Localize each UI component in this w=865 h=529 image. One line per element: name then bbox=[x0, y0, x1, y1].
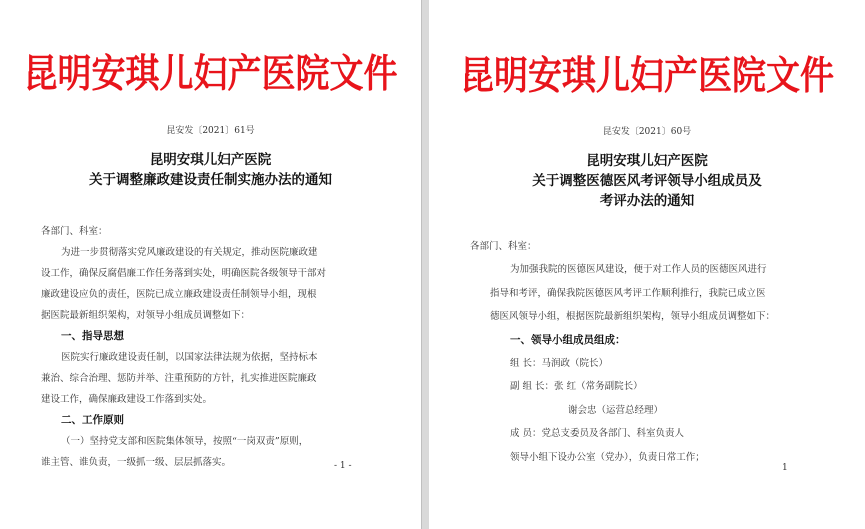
member-row bbox=[490, 375, 847, 398]
document-body bbox=[41, 221, 395, 473]
member-role: 组 长： bbox=[510, 358, 542, 370]
section-heading: 一、指导思想 bbox=[61, 330, 124, 342]
paragraph-line: 建设工作，确保廉政建设工作落到实处。 bbox=[41, 394, 213, 405]
document-title bbox=[429, 151, 865, 211]
red-header-title: 昆明安琪儿妇产医院文件 bbox=[460, 53, 834, 100]
document-number: 昆安发〔2021〕60号 bbox=[602, 127, 692, 137]
paragraph-line: 兼治、综合治理、惩防并举、注重预防的方针，扎实推进医院廉政 bbox=[41, 373, 317, 384]
member-role: 副 组 长： bbox=[510, 381, 555, 393]
paragraph-line: 为进一步贯彻落实党风廉政建设的有关规定，推动医院廉政建 bbox=[61, 247, 318, 258]
document-number: 昆安发〔2021〕61号 bbox=[166, 126, 255, 136]
paragraph-line: 德医风领导小组，根据医院最新组织架构，领导小组成员调整如下： bbox=[490, 311, 776, 323]
page-number: 1 bbox=[782, 463, 788, 473]
salutation: 各部门、科室： bbox=[470, 241, 537, 252]
member-row bbox=[490, 422, 847, 445]
paragraph-line: 指导和考评，确保我院医德医风考评工作顺利推行，我院已成立医 bbox=[490, 287, 766, 299]
title-line: 关于调整廉政建设责任制实施办法的通知 bbox=[89, 172, 332, 188]
section-heading: 一、领导小组成员组成： bbox=[510, 333, 626, 346]
paragraph-line: 为加强我院的医德医风建设，便于对工作人员的医德医风进行 bbox=[510, 264, 767, 276]
paragraph-line: 谁主管、谁负责，一级抓一级、层层抓落实。 bbox=[41, 457, 232, 468]
document-page-left bbox=[0, 0, 421, 529]
member-name: 谢会忠（运营总经理） bbox=[568, 404, 664, 416]
document-page-right bbox=[429, 0, 865, 529]
page-number: - 1 - bbox=[334, 461, 352, 471]
paragraph-line: （一）坚持党支部和医院集体领导，按照“一岗双责”原则， bbox=[61, 436, 309, 447]
title-line: 昆明安琪儿妇产医院 bbox=[149, 152, 272, 168]
title-line: 昆明安琪儿妇产医院 bbox=[586, 153, 708, 169]
document-body bbox=[470, 235, 847, 469]
member-name: 党总支委员及各部门、科室负责人 bbox=[541, 428, 685, 440]
salutation: 各部门、科室： bbox=[41, 226, 108, 237]
paragraph-line: 医院实行廉政建设责任制，以国家法律法规为依据，坚持标本 bbox=[61, 352, 318, 363]
document-title bbox=[0, 150, 421, 190]
member-role: 成 员： bbox=[510, 428, 542, 440]
member-row bbox=[490, 352, 847, 375]
title-line: 考评办法的通知 bbox=[599, 193, 695, 209]
member-name: 马润政（院长） bbox=[541, 358, 609, 370]
paragraph-line: 领导小组下设办公室（党办），负责日常工作； bbox=[510, 451, 705, 463]
section-heading: 二、工作原则 bbox=[61, 414, 124, 426]
paragraph-line: 据医院最新组织架构，对领导小组成员调整如下： bbox=[41, 310, 251, 321]
red-header-title: 昆明安琪儿妇产医院文件 bbox=[23, 51, 398, 98]
paragraph-line: 廉政建设应负的责任，医院已成立廉政建设责任制领导小组，现根 bbox=[41, 289, 317, 300]
member-row bbox=[490, 399, 847, 422]
paragraph-line: 设工作，确保反腐倡廉工作任务落到实处，明确医院各级领导干部对 bbox=[41, 268, 327, 279]
title-line: 关于调整医德医风考评领导小组成员及 bbox=[532, 173, 762, 189]
member-name: 张 红（常务副院长） bbox=[554, 381, 643, 393]
